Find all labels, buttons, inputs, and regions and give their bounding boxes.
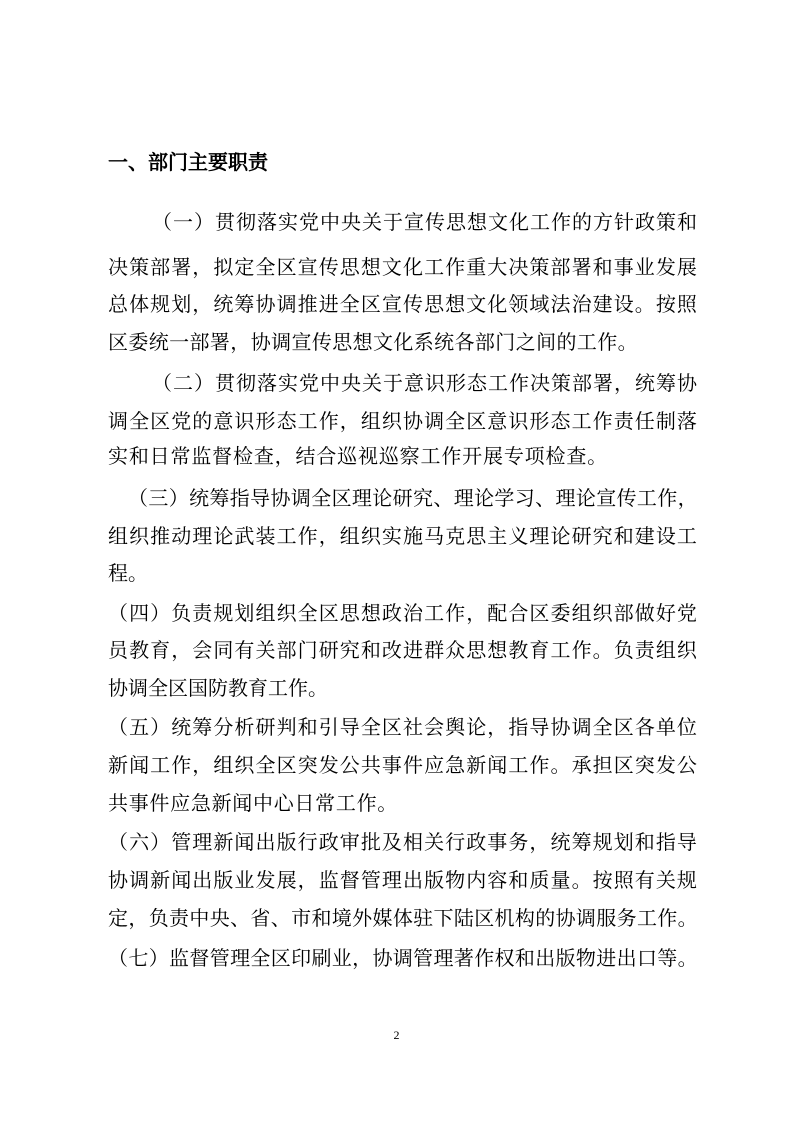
paragraph-line: 协调全区国防教育工作。: [108, 676, 328, 700]
paragraph-line: 总体规划，统筹协调推进全区宣传思想文化领域法治建设。按照: [108, 292, 698, 316]
paragraph-line: （一）贯彻落实党中央关于宣传思想文化工作的方针政策和: [152, 210, 698, 234]
paragraph-line: 调全区党的意识形态工作，组织协调全区意识形态工作责任制落: [108, 409, 698, 433]
paragraph-line: 实和日常监督检查，结合巡视巡察工作开展专项检查。: [108, 444, 608, 468]
paragraph-line: 新闻工作，组织全区突发公共事件应急新闻工作。承担区突发公: [108, 753, 698, 777]
paragraph-line: 程。: [108, 561, 148, 585]
paragraph-line: 组织推动理论武装工作，组织实施马克思主义理论研究和建设工: [108, 524, 698, 548]
page-number: 2: [393, 1028, 400, 1042]
paragraph-line: （五）统筹分析研判和引导全区社会舆论，指导协调全区各单位: [108, 715, 698, 739]
paragraph-line: （二）贯彻落实党中央关于意识形态工作决策部署，统筹协: [152, 371, 698, 395]
paragraph-line: （七）监督管理全区印刷业，协调管理著作权和出版物进出口等。: [108, 946, 698, 970]
paragraph-line: 协调新闻出版业发展，监督管理出版物内容和质量。按照有关规: [108, 868, 698, 892]
paragraph-line: 定，负责中央、省、市和境外媒体驻下陆区机构的协调服务工作。: [108, 906, 698, 930]
paragraph-line: 共事件应急新闻中心日常工作。: [108, 791, 398, 815]
paragraph-line: 决策部署，拟定全区宣传思想文化工作重大决策部署和事业发展: [108, 255, 698, 279]
paragraph-line: 员教育，会同有关部门研究和改进群众思想教育工作。负责组织: [108, 638, 698, 662]
section-heading: 一、部门主要职责: [108, 150, 268, 174]
paragraph-line: （四）负责规划组织全区思想政治工作，配合区委组织部做好党: [108, 601, 698, 625]
paragraph-line: 区委统一部署，协调宣传思想文化系统各部门之间的工作。: [108, 330, 638, 354]
paragraph-line: （三）统筹指导协调全区理论研究、理论学习、理论宣传工作，: [128, 486, 698, 510]
paragraph-line: （六）管理新闻出版行政审批及相关行政事务，统筹规划和指导: [108, 830, 698, 854]
